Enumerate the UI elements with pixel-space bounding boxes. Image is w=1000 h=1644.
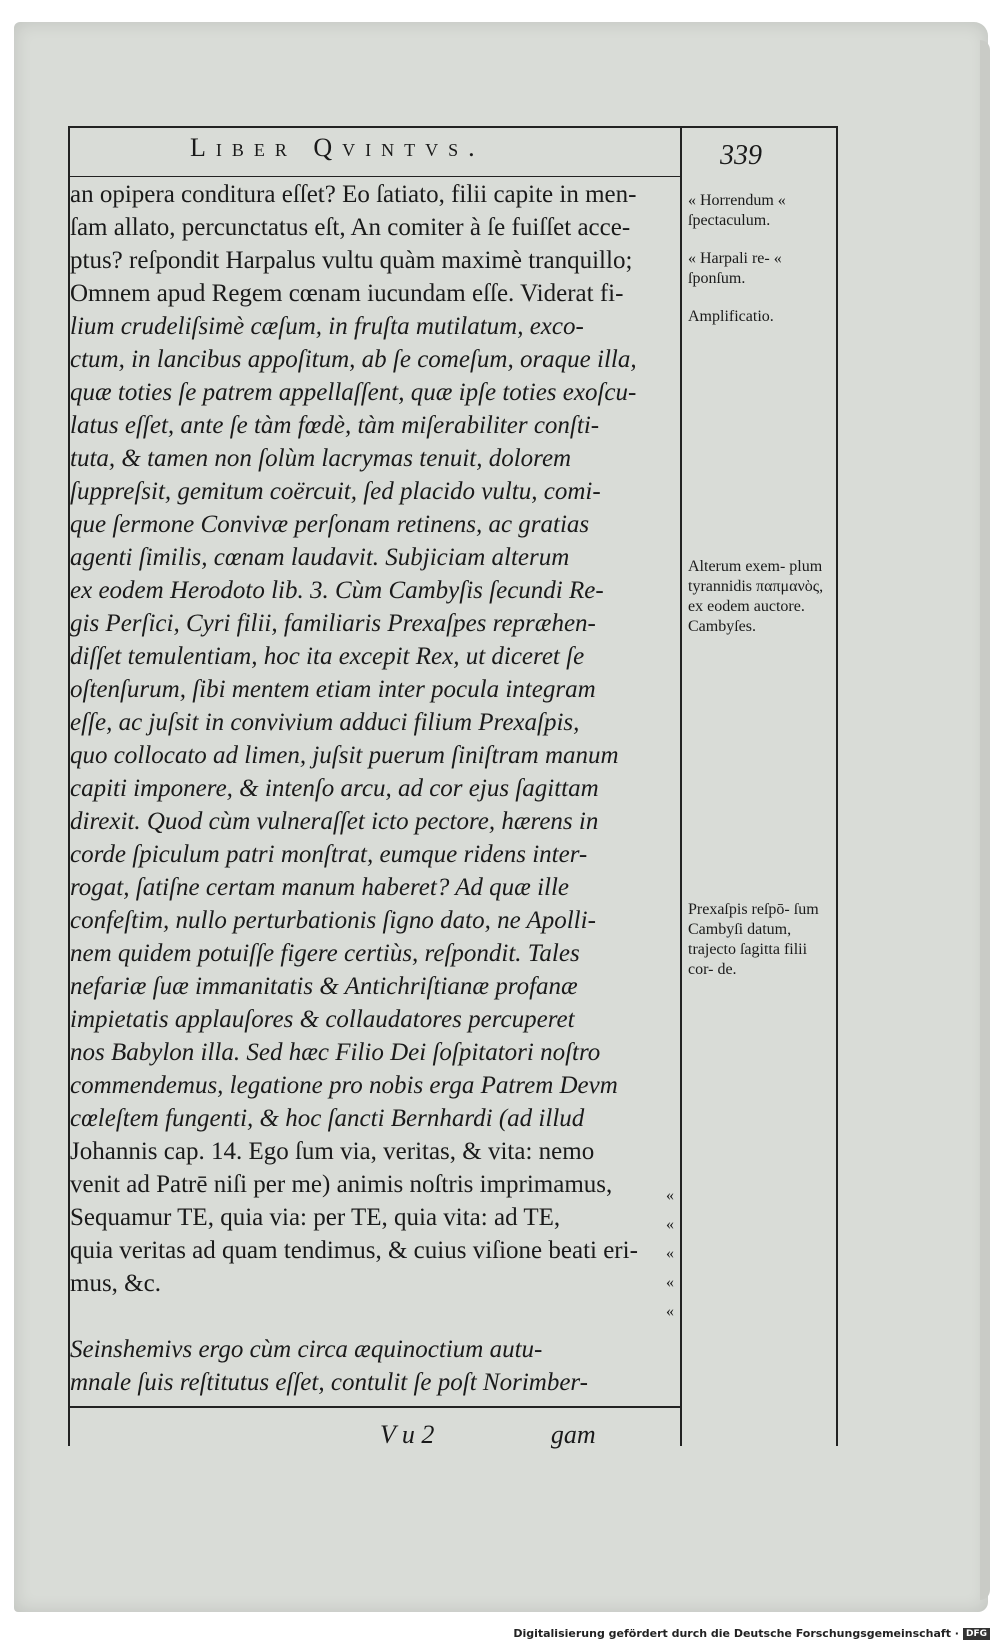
running-head: Liber Qvintvs. [190,133,485,162]
text-line: quo collocato ad limen, juſsit puerum ſiniſtram manum [70,742,619,769]
quote-mark: « [666,1216,674,1233]
text-line: Omnem apud Regem cœnam iucundam eſſe. Viderat fi- [70,280,624,307]
text-line: an opipera conditura eſſet? Eo ſatiato, filii capite in men- [70,181,637,208]
text-line: ex eodem Herodoto lib. 3. Cùm Cambyſis ſecundi Re- [70,577,604,604]
text-line: Johannis cap. 14. Ego ſum via, veritas, & vita: nemo [70,1138,595,1165]
text-line: commendemus, legatione pro nobis erga Patrem Devm [70,1072,618,1099]
text-line: ctum, in lancibus appoſitum, ab ſe comeſum, oraque illa, [70,346,637,373]
margin-note-harpali: « Harpali re- « ſponſum. [688,250,782,287]
text-line: eſſe, ac juſsit in convivium adduci filium Prexaſpis, [70,709,580,736]
text-line: latus eſſet, ante ſe tàm fœdè, tàm miſerabiliter conſti- [70,412,600,439]
text-line: Sequamur TE, quia via: per TE, quia vita: ad TE, [70,1204,561,1231]
dfg-logo: DFG [963,1628,990,1640]
text-line: ptus? reſpondit Harpalus vultu quàm maximè tranquillo; [70,247,633,274]
frame-bottom-line [68,1406,682,1408]
quote-mark: « [666,1187,674,1204]
text-line: rogat, ſatiſne certam manum haberet? Ad quæ ille [70,874,570,901]
signature-mark: V u 2 [380,1420,435,1449]
page-edge [980,40,990,1600]
frame-right-line [836,126,838,1446]
text-line: confeſtim, nullo perturbationis ſigno dato, ne Apolli- [70,907,596,934]
margin-note-prexaspis: Prexaſpis reſpō- ſum Cambyſi datum, trajecto ſagitta filii cor- de. [688,901,819,978]
text-line: diſſet temulentiam, hoc ita excepit Rex, ut diceret ſe [70,643,585,670]
text-line: capiti imponere, & intenſo arcu, ad cor ejus ſagittam [70,775,599,802]
text-line: nem quidem potuiſſe figere certiùs, reſpondit. Tales [70,940,580,967]
text-line: agenti ſimilis, cœnam laudavit. Subjiciam alterum [70,544,570,571]
text-line: quæ toties ſe patrem appellaſſent, quæ ipſe toties exoſcu- [70,379,637,406]
footer [513,1627,990,1640]
text-line: mus, &c. [70,1270,161,1297]
catchword: gam [550,1420,596,1449]
margin-note-alterum: Alterum exem- plum tyrannidis παπμανὸς, ex eodem auctore. Cambyſes. [688,558,824,635]
margin-note-amplificatio: Amplificatio. [688,308,774,325]
text-line: que ſermone Convivæ perſonam retinens, ac gratias [70,511,590,538]
text-line: ſam allato, percunctatus eſt, An comiter à ſe fuiſſet acce- [70,214,631,241]
text-line [70,1300,668,1333]
text-line: mnale ſuis reſtitutus eſſet, contulit ſe poſt Norimber- [70,1369,588,1396]
text-line: venit ad Patrē niſi per me) animis noſtris imprimamus, [70,1171,613,1198]
text-line: nos Babylon illa. Sed hæc Filio Dei ſoſpitatori noſtro [70,1039,601,1066]
text-line: oſtenſurum, ſibi mentem etiam inter pocula integram [70,676,596,703]
text-line: corde ſpiculum patri monſtrat, eumque ridens inter- [70,841,588,868]
frame-column-divider [680,126,682,1446]
text-line: Seinshemivs ergo cùm circa æquinoctium autu- [70,1336,543,1363]
signature-line [380,1420,660,1450]
text-line: direxit. Quod cùm vulneraſſet icto pectore, hærens in [70,808,599,835]
quote-mark: « [666,1245,674,1262]
text-line: quia veritas ad quam tendimus, & cuius viſione beati eri- [70,1237,638,1264]
quote-mark: « [666,1274,674,1291]
frame-header-rule [68,176,682,177]
text-line: gis Perſici, Cyri filii, familiaris Prexaſpes repræhen- [70,610,596,637]
text-line: cœleſtem fungenti, & hoc ſancti Bernhardi (ad illud [70,1105,585,1132]
page-number: 339 [720,140,762,171]
text-line: tuta, & tamen non ſolùm lacrymas tenuit, dolorem [70,445,572,472]
text-line: impietatis applauſores & collaudatores percuperet [70,1006,575,1033]
text-line: lium crudeliſsimè cæſum, in fruſta mutilatum, exco- [70,313,584,340]
frame-top-line [68,126,838,128]
margin-note-horrendum: « Horrendum « ſpectaculum. [688,192,786,229]
text-line: nefariæ ſuæ immanitatis & Antichriſtianæ profanæ [70,973,578,1000]
text-line: ſuppreſsit, gemitum coërcuit, ſed placido vultu, comi- [70,478,601,505]
footer-text: Digitalisierung gefördert durch die Deutsche Forschungsgemeinschaft · [513,1627,959,1640]
quote-mark: « [666,1303,674,1320]
main-text [70,178,668,1399]
